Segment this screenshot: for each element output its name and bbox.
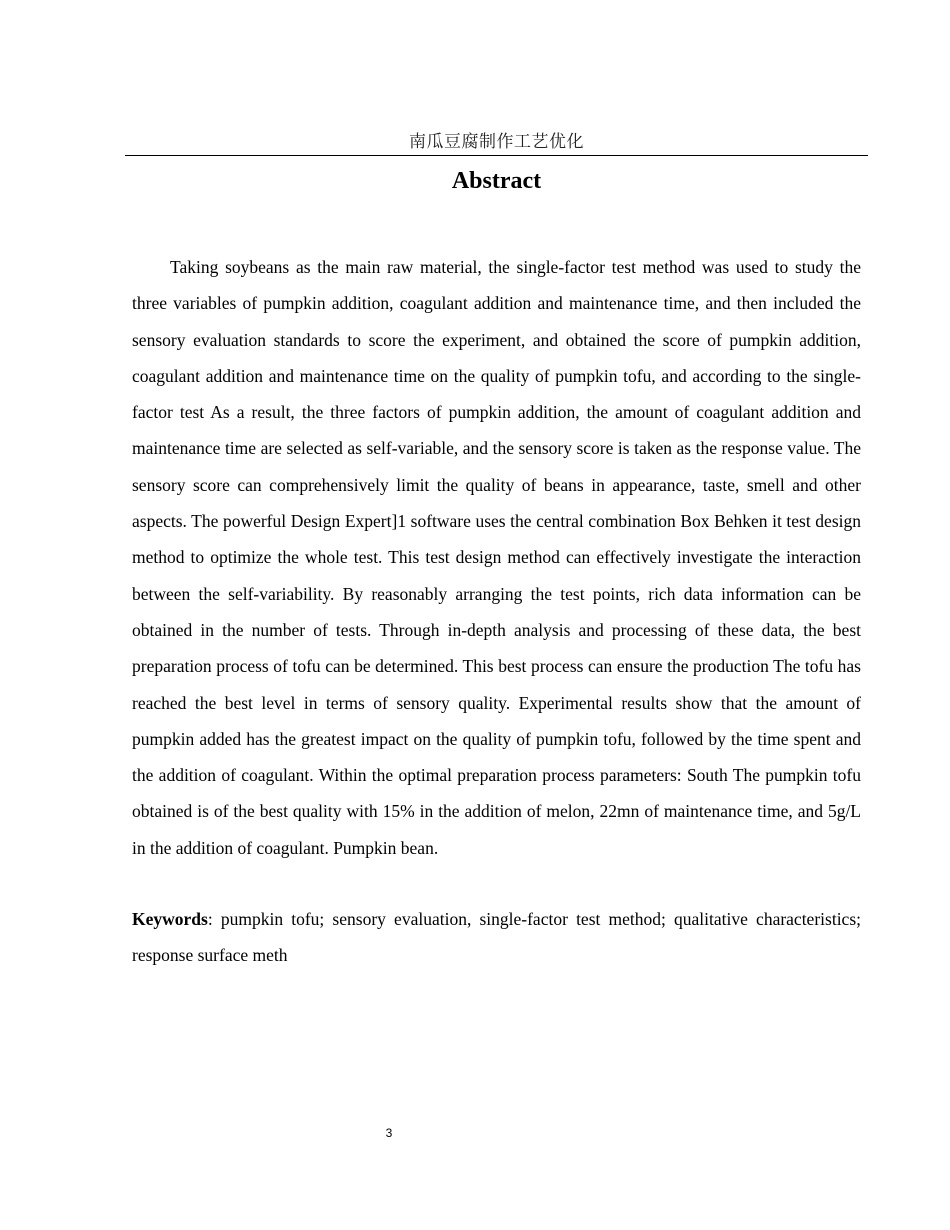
abstract-heading: Abstract (451, 168, 542, 194)
keywords-text: : pumpkin tofu; sensory evaluation, single-factor test method; qualitative characteristics; response surface meth (132, 909, 861, 966)
header-divider (125, 155, 868, 156)
running-header-title: 南瓜豆腐制作工艺优化 (409, 132, 584, 152)
keywords-paragraph (132, 901, 861, 974)
abstract-body-paragraph: Taking soybeans as the main raw material, the single-factor test method was used to study the three variables of pumpkin addition, coagulant addition and maintenance time, and then included the sensory evaluation standards to score the experiment, and obtained the score of pumpkin addition, coagulant addition and maintenance time on the quality of pumpkin tofu, and according to the single-factor test As a result, the three factors of pumpkin addition, the amount of coagulant addition and maintenance time are selected as self-variable, and the sensory score is taken as the response value. The sensory score can comprehensively limit the quality of beans in appearance, taste, smell and other aspects. The powerful Design Expert]1 software uses the central combination Box Behken it test design method to optimize the whole test. This test design method can effectively investigate the interaction between the self-variability. By reasonably arranging the test points, rich data information can be obtained in the number of tests. Through in-depth analysis and processing of these data, the best preparation process of tofu can be determined. This best process can ensure the production The tofu has reached the best level in terms of sensory quality. Experimental results show that the amount of pumpkin added has the greatest impact on the quality of pumpkin tofu, followed by the time spent and the addition of coagulant. Within the optimal preparation process parameters: South The pumpkin tofu obtained is of the best quality with 15% in the addition of melon, 22mn of maintenance time, and 5g/L in the addition of coagulant. Pumpkin bean. (132, 257, 861, 858)
keywords-label: Keywords (132, 909, 208, 929)
page-number: 3 (385, 1126, 393, 1140)
